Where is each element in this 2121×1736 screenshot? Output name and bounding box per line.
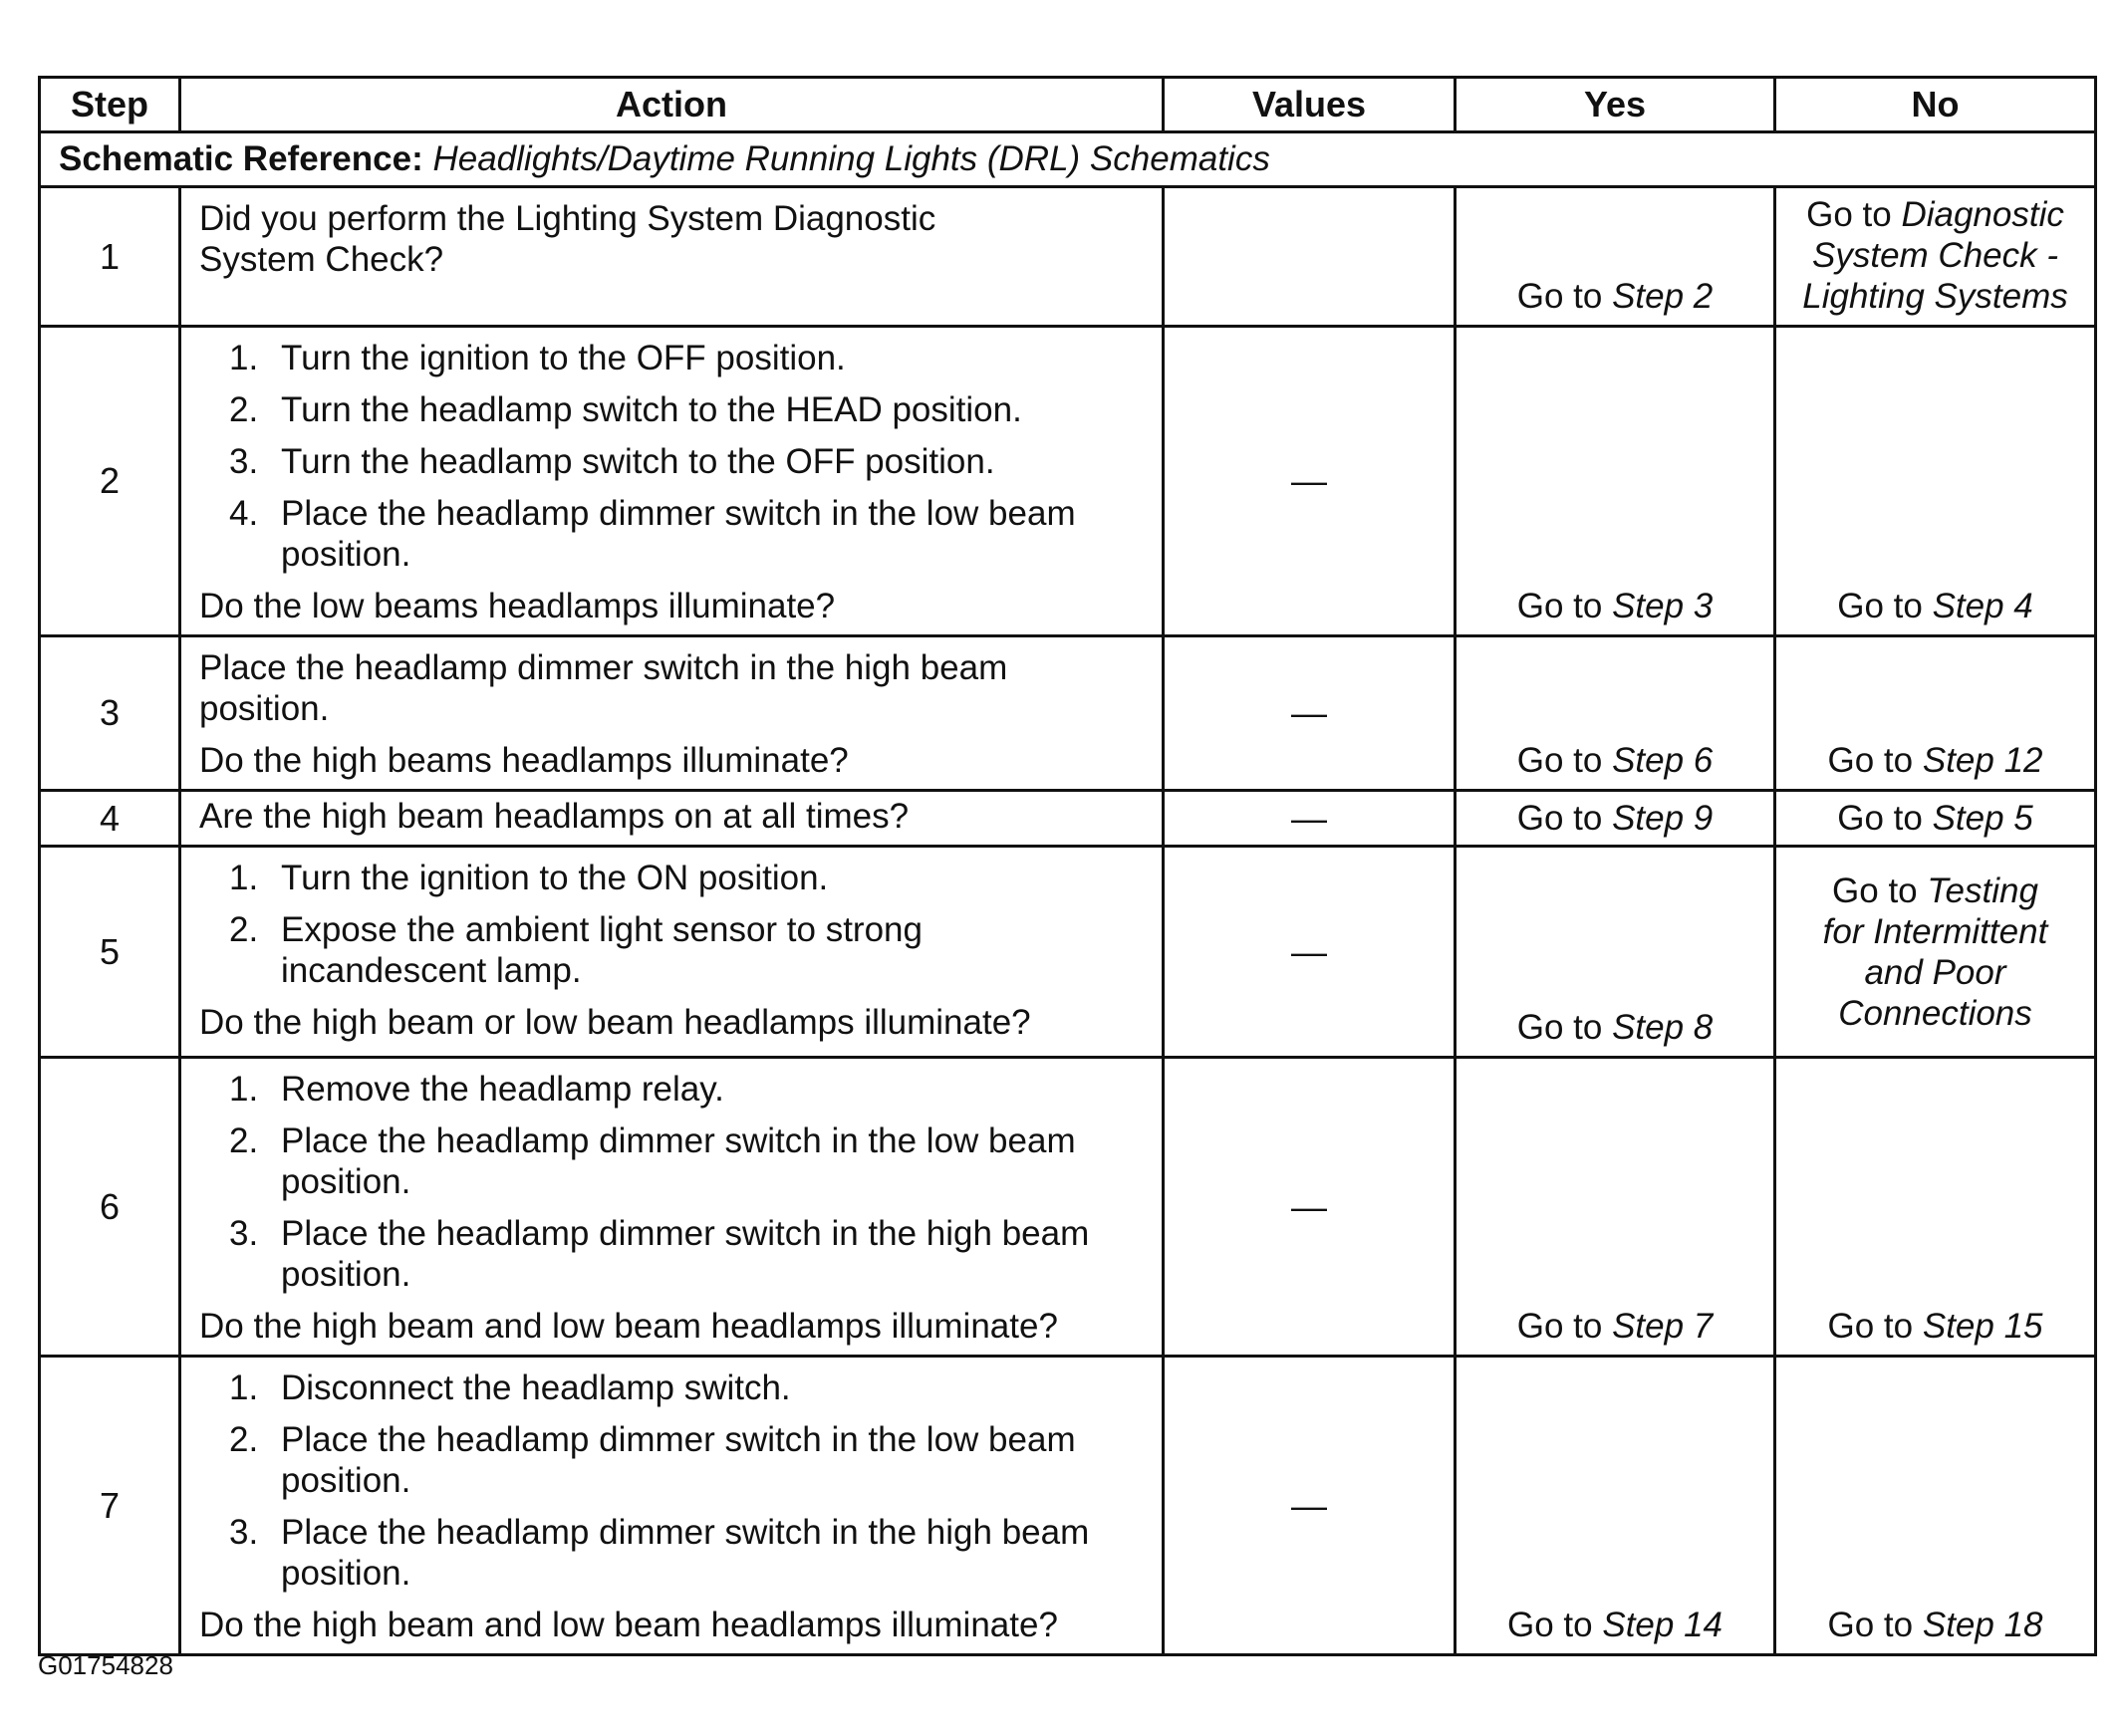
action-item: 1. Turn the ignition to the OFF position.: [229, 339, 846, 377]
go-to-text: Go to: [1837, 799, 1923, 838]
values-dash: —: [1164, 1058, 1456, 1357]
step-link: Step 5: [1932, 799, 2033, 838]
table-row: [40, 1058, 2096, 1357]
step-link: Testing for Intermittent and Poor Connections: [1822, 870, 2048, 1033]
action-cell: [180, 1058, 1164, 1357]
step-link: Step 4: [1932, 587, 2033, 625]
action-item: 2. Turn the headlamp switch to the HEAD position.: [229, 390, 1022, 429]
values-dash: —: [1164, 847, 1456, 1058]
values-dash: —: [1164, 791, 1456, 847]
step-link: Step 6: [1612, 741, 1714, 780]
schematic-reference: [40, 132, 2096, 187]
values-cell: [1164, 187, 1456, 327]
yes-cell: [1456, 791, 1775, 847]
go-to-text: Go to: [1827, 1606, 1914, 1644]
no-cell: [1775, 327, 2096, 636]
step-number: 3: [40, 636, 180, 791]
header-values: Values: [1164, 78, 1456, 132]
go-to-text: Go to: [1516, 1307, 1603, 1346]
step-number: 6: [40, 1058, 180, 1357]
action-question: Do the high beam and low beam headlamps illuminate?: [199, 1606, 1058, 1644]
go-to-text: Go to: [1827, 1307, 1914, 1346]
step-number: 2: [40, 327, 180, 636]
action-item: 1. Turn the ignition to the ON position.: [229, 859, 829, 897]
action-item: 2. Expose the ambient light sensor to strong incandescent lamp.: [229, 910, 923, 990]
table-row: [40, 847, 2096, 1058]
yes-cell: [1456, 327, 1775, 636]
header-no: No: [1775, 78, 2096, 132]
diagnostic-table: [38, 76, 2097, 1656]
action-cell: [180, 187, 1164, 327]
yes-cell: [1456, 847, 1775, 1058]
step-link: Step 3: [1612, 587, 1714, 625]
go-to-text: Go to: [1827, 741, 1914, 780]
go-to-text: Go to: [1507, 1606, 1593, 1644]
step-link: Step 14: [1602, 1606, 1723, 1644]
go-to-text: Go to: [1806, 195, 1892, 234]
action-question: Do the low beams headlamps illuminate?: [199, 587, 836, 625]
header-yes: Yes: [1456, 78, 1775, 132]
action-cell: [180, 1357, 1164, 1655]
action-list: [199, 338, 1142, 575]
schematic-text: Headlights/Daytime Running Lights (DRL) Schematics: [432, 139, 1270, 178]
header-row: [40, 78, 2096, 132]
action-item: 2. Place the headlamp dimmer switch in the low beam position.: [229, 1420, 1076, 1500]
go-to-text: Go to: [1837, 587, 1923, 625]
no-cell: [1775, 1058, 2096, 1357]
action-cell: [180, 791, 1164, 847]
no-cell: [1775, 1357, 2096, 1655]
no-cell: [1775, 847, 2096, 1058]
go-to-text: Go to: [1516, 741, 1603, 780]
action-item: 4. Place the headlamp dimmer switch in the low beam position.: [229, 494, 1076, 574]
no-cell: [1775, 187, 2096, 327]
schematic-row: [40, 132, 2096, 187]
table-row: [40, 1357, 2096, 1655]
action-list: [199, 1069, 1142, 1295]
step-link: Step 18: [1922, 1606, 2043, 1644]
action-text: Did you perform the Lighting System Diagnostic System Check?: [199, 199, 936, 279]
step-link: Step 2: [1612, 277, 1714, 316]
action-item: 3. Place the headlamp dimmer switch in the high beam position.: [229, 1513, 1090, 1593]
action-cell: [180, 636, 1164, 791]
action-question: Do the high beams headlamps illuminate?: [199, 741, 849, 780]
step-number: 5: [40, 847, 180, 1058]
action-item: 2. Place the headlamp dimmer switch in the low beam position.: [229, 1121, 1076, 1201]
values-dash: —: [1164, 1357, 1456, 1655]
no-cell: [1775, 791, 2096, 847]
step-link: Step 12: [1922, 741, 2043, 780]
figure-code: G01754828: [38, 1650, 173, 1680]
go-to-text: Go to: [1516, 1008, 1603, 1047]
action-item: 3. Turn the headlamp switch to the OFF position.: [229, 442, 995, 481]
values-dash: —: [1164, 636, 1456, 791]
action-list: [199, 858, 1142, 991]
action-item: 1. Remove the headlamp relay.: [229, 1070, 724, 1109]
no-cell: [1775, 636, 2096, 791]
action-text: Place the headlamp dimmer switch in the high beam position.: [199, 648, 1008, 728]
schematic-label: Schematic Reference:: [59, 139, 423, 178]
table-row: [40, 791, 2096, 847]
action-list: [199, 1367, 1142, 1594]
table-row: [40, 636, 2096, 791]
step-link: Step 9: [1612, 799, 1714, 838]
go-to-text: Go to: [1516, 587, 1603, 625]
action-text: Are the high beam headlamps on at all times?: [199, 797, 910, 836]
step-number: 4: [40, 791, 180, 847]
step-number: 1: [40, 187, 180, 327]
step-link: Step 15: [1922, 1307, 2043, 1346]
table-row: [40, 327, 2096, 636]
yes-cell: [1456, 636, 1775, 791]
step-number: 7: [40, 1357, 180, 1655]
go-to-text: Go to: [1516, 277, 1603, 316]
yes-cell: [1456, 1058, 1775, 1357]
go-to-text: Go to: [1832, 870, 1918, 910]
action-item: 1. Disconnect the headlamp switch.: [229, 1368, 791, 1407]
yes-cell: [1456, 1357, 1775, 1655]
action-cell: [180, 327, 1164, 636]
step-link: Step 7: [1612, 1307, 1714, 1346]
table-row: [40, 187, 2096, 327]
action-item: 3. Place the headlamp dimmer switch in the high beam position.: [229, 1214, 1090, 1294]
action-question: Do the high beam and low beam headlamps illuminate?: [199, 1307, 1058, 1346]
values-dash: —: [1164, 327, 1456, 636]
header-action: Action: [180, 78, 1164, 132]
header-step: Step: [40, 78, 180, 132]
yes-cell: [1456, 187, 1775, 327]
go-to-text: Go to: [1516, 799, 1603, 838]
step-link: Step 8: [1612, 1008, 1714, 1047]
action-cell: [180, 847, 1164, 1058]
action-question: Do the high beam or low beam headlamps illuminate?: [199, 1003, 1031, 1042]
step-link: Diagnostic System Check - Lighting Systems: [1802, 195, 2068, 316]
